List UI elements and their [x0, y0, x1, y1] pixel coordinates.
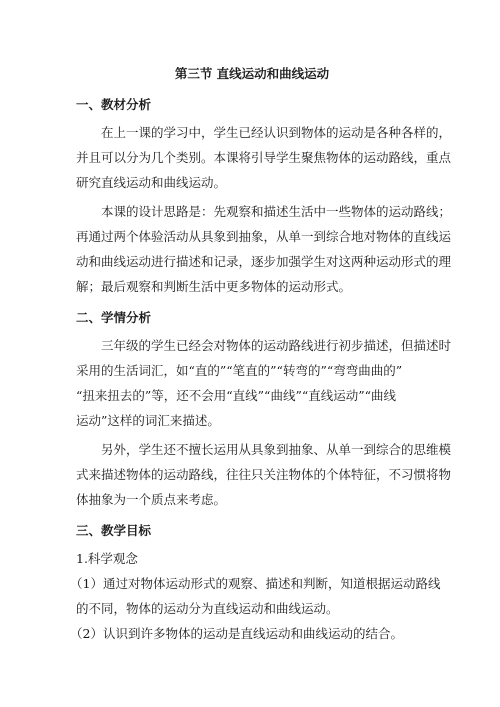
document-title: 第三节 直线运动和曲线运动	[174, 66, 330, 81]
paragraph-line: 采用的生活词汇，如“直的”“笔直的”“转弯的”“弯弯曲曲的”	[76, 363, 403, 378]
paragraph-line: 体抽象为一个质点来考虑。	[76, 492, 227, 507]
paragraph-line: 运动”这样的词汇来描述。	[76, 413, 220, 428]
list-subitem: （2）认识到许多物体的运动是直线运动和曲线运动的结合。	[70, 626, 403, 641]
paragraph-line: 并且可以分为几个类别。本课将引导学生聚焦物体的运动路线，重点	[76, 150, 452, 165]
paragraph-line: 式来描述物体的运动路线，往往只关注物体的个体特征，不习惯将物	[76, 467, 452, 482]
section-heading-teaching-goals: 三、教学目标	[76, 523, 152, 538]
list-subitem-continuation: 的不同，物体的运动分为直线运动和曲线运动。	[76, 601, 339, 616]
paragraph-line: 研究直线运动和曲线运动。	[76, 175, 227, 190]
list-subitem: （1）通过对物体运动形式的观察、描述和判断，知道根据运动路线	[70, 576, 441, 591]
paragraph-line: 动和曲线运动进行描述和记录，逐步加强学生对这两种运动形式的理	[76, 254, 452, 269]
paragraph-line: 本课的设计思路是：先观察和描述生活中一些物体的运动路线；	[101, 204, 452, 219]
paragraph-line: 另外，学生还不擅长运用从具象到抽象、从单一到综合的思维模	[101, 442, 452, 457]
paragraph-line: 在上一课的学习中，学生已经认识到物体的运动是各种各样的，	[101, 125, 452, 140]
paragraph	[76, 199, 452, 299]
paragraph-line: 再通过两个体验活动从具象到抽象，从单一到综合地对物体的直线运	[76, 229, 452, 244]
paragraph-line: 三年级的学生已经会对物体的运动路线进行初步描述，但描述时	[101, 338, 452, 353]
paragraph-line: “扭来扭去的”等，还不会用“直线”“曲线”“直线运动”“曲线	[76, 388, 397, 403]
paragraph-line: 解；最后观察和判断生活中更多物体的运动形式。	[76, 279, 352, 294]
paragraph	[76, 120, 452, 195]
paragraph	[76, 437, 452, 512]
paragraph	[76, 333, 452, 433]
section-heading-textbook-analysis: 一、教材分析	[76, 97, 152, 112]
list-item-science-concepts: 1.科学观念	[76, 551, 138, 566]
section-heading-learner-analysis: 二、学情分析	[76, 310, 152, 325]
